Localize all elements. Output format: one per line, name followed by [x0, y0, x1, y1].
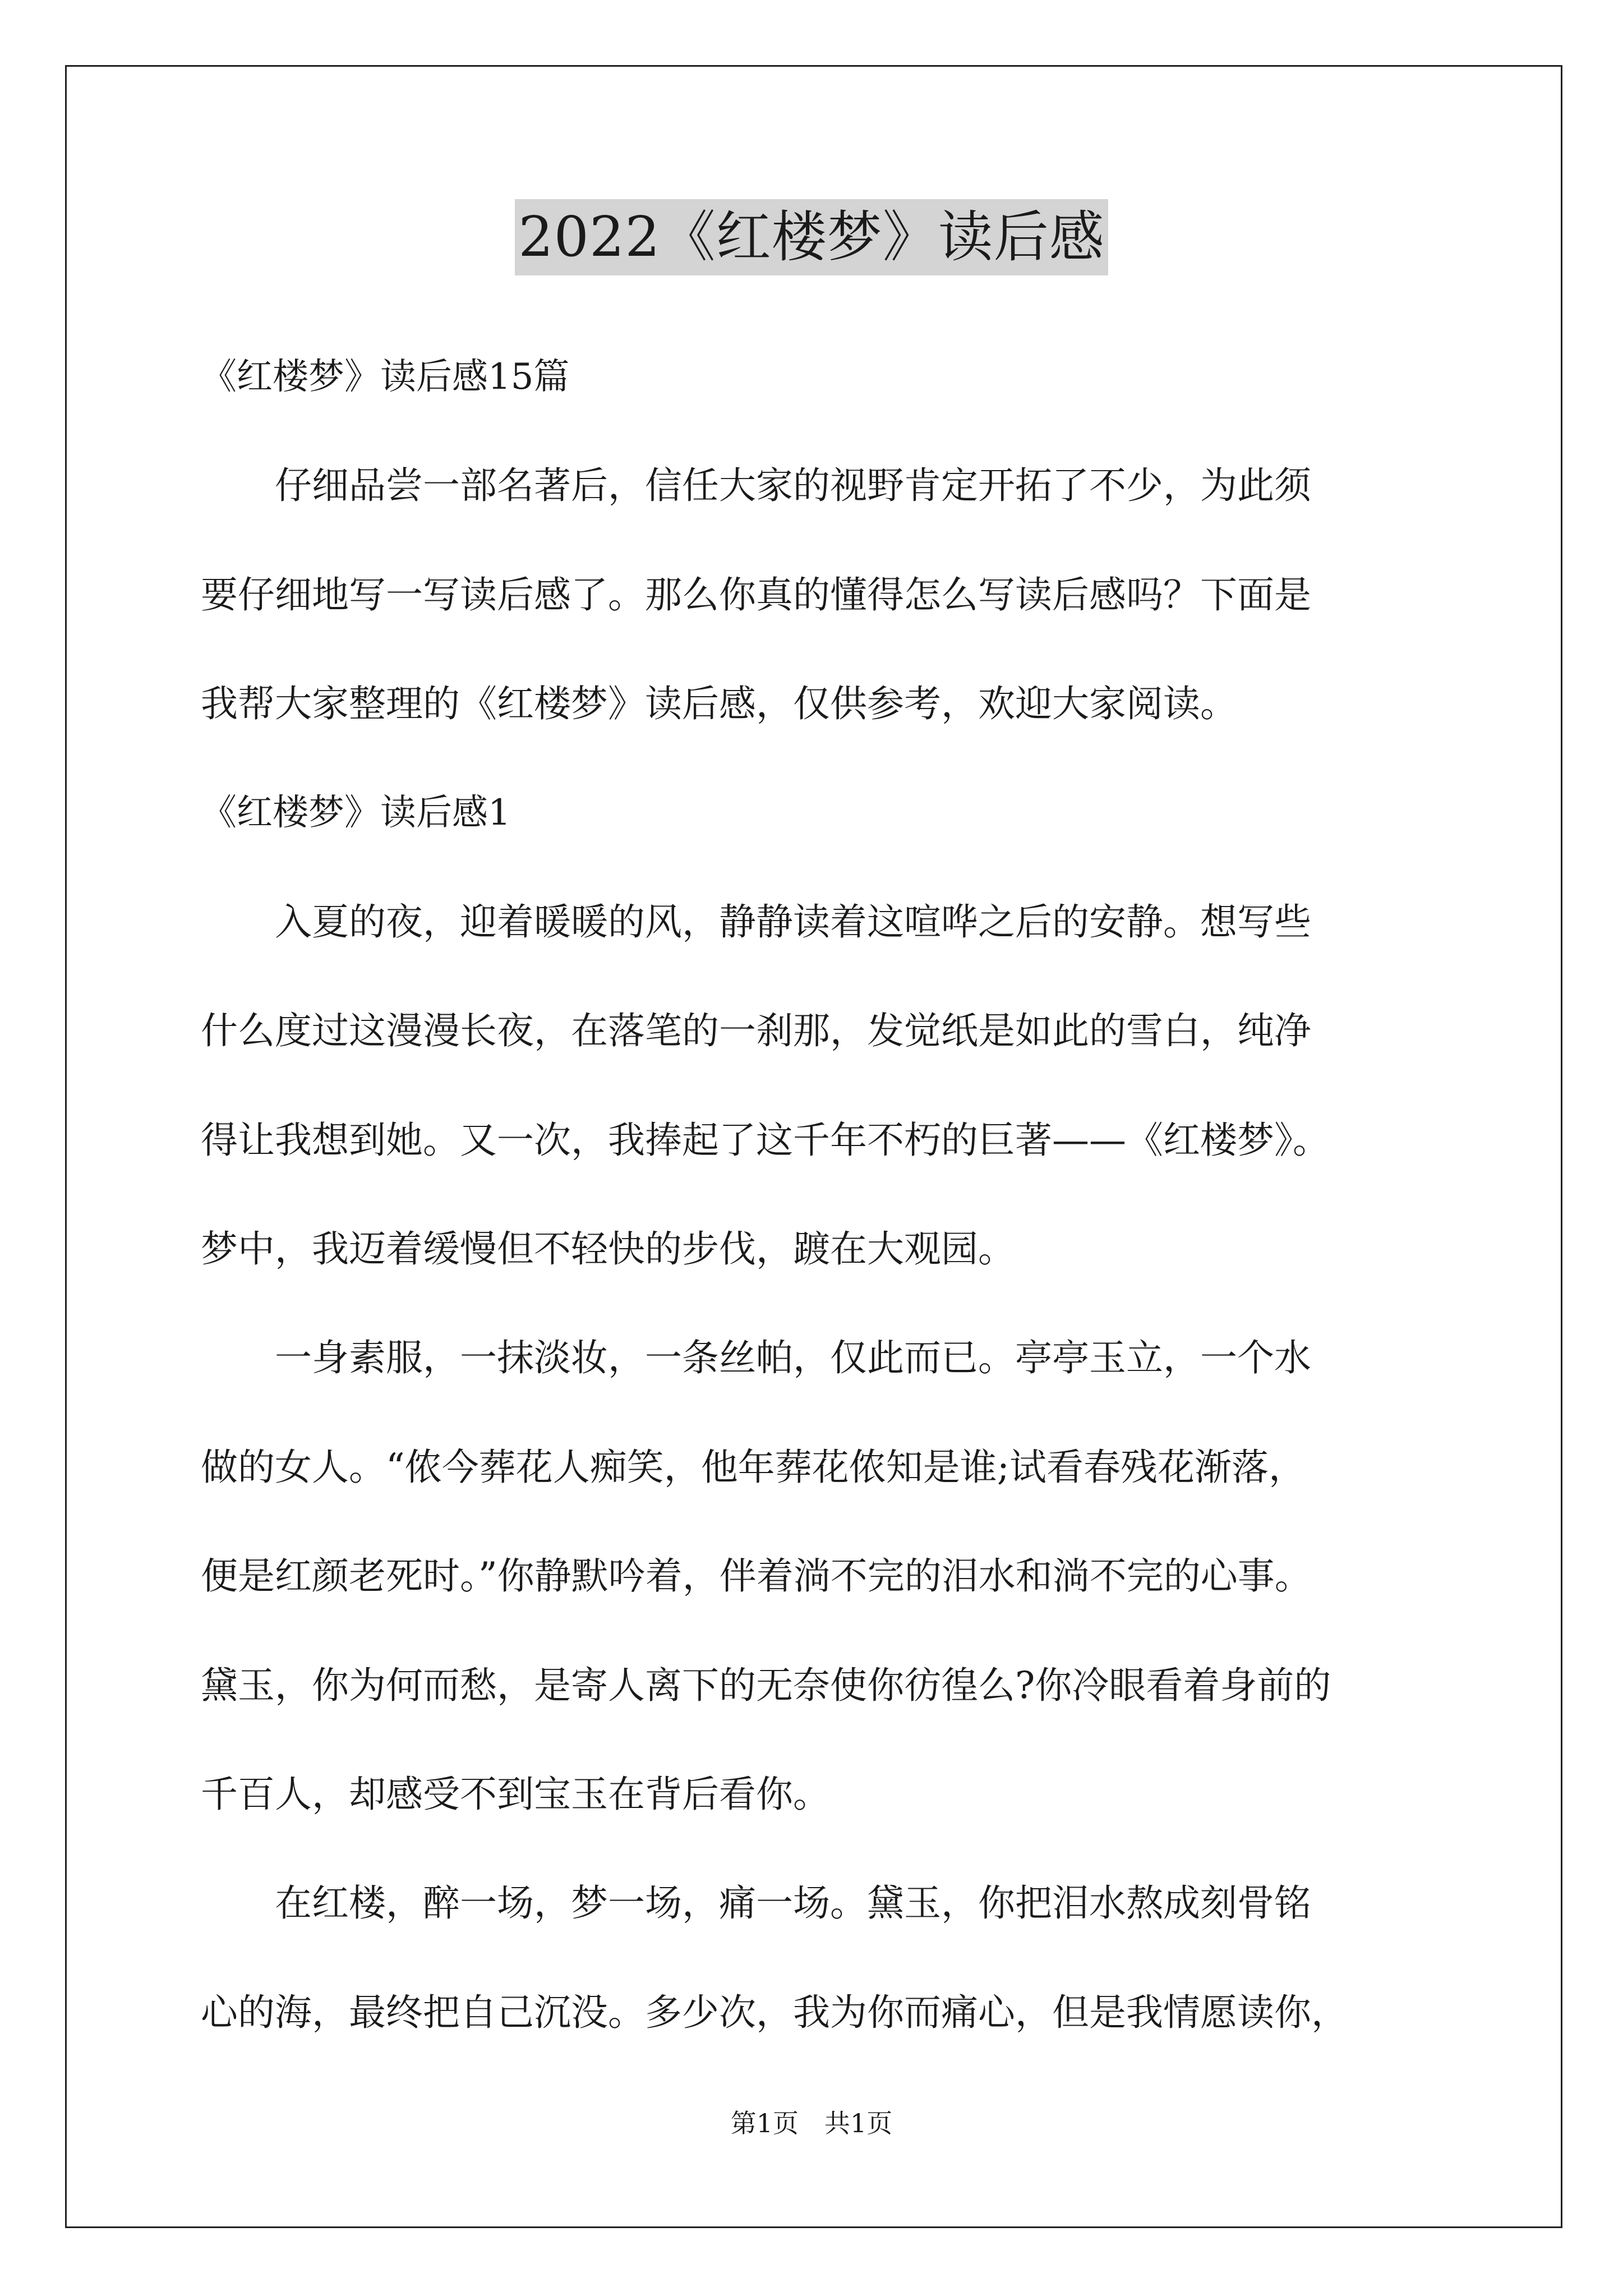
- paragraph-line: 做的女人。“侬今葬花人痴笑，他年葬花侬知是谁;试看春残花渐落，: [201, 1446, 1306, 1489]
- paragraph-line: 千百人，却感受不到宝玉在背后看你。: [201, 1773, 830, 1816]
- paragraph-line: 在红楼，醉一场，梦一场，痛一场。黛玉，你把泪水熬成刻骨铭: [201, 1881, 1311, 1925]
- intro-line: 我帮大家整理的《红楼梦》读后感，仅供参考，欢迎大家阅读。: [201, 682, 1237, 725]
- paragraph-line: 一身素服，一抹淡妆，一条丝帕，仅此而已。亭亭玉立，一个水: [201, 1336, 1311, 1379]
- paragraph-line: 心的海，最终把自己沉没。多少次，我为你而痛心，但是我情愿读你，: [201, 1991, 1348, 2034]
- page-footer: 第1页 共1页: [730, 2108, 893, 2138]
- intro-line: 要仔细地写一写读后感了。那么你真的懂得怎么写读后感吗？下面是: [201, 573, 1311, 616]
- paragraph-line: 便是红颜老死时。”你静默吟着，伴着淌不完的泪水和淌不完的心事。: [201, 1554, 1312, 1598]
- document-subtitle: 《红楼梦》读后感15篇: [201, 356, 570, 398]
- paragraph-line: 黛玉，你为何而愁，是寄人离下的无奈使你彷徨么?你冷眼看着身前的: [201, 1664, 1331, 1707]
- paragraph-line: 梦中，我迈着缓慢但不轻快的步伐，踱在大观园。: [201, 1227, 1015, 1271]
- title-container: [0, 199, 1623, 275]
- document-title: 2022《红楼梦》读后感: [515, 199, 1108, 275]
- paragraph-line: 什么度过这漫漫长夜，在落笔的一刹那，发觉纸是如此的雪白，纯净: [201, 1009, 1311, 1052]
- intro-line: 仔细品尝一部名著后，信任大家的视野肯定开拓了不少，为此须: [201, 464, 1311, 507]
- paragraph-line: 得让我想到她。又一次，我捧起了这千年不朽的巨著——《红楼梦》。: [201, 1119, 1330, 1162]
- section-heading: 《红楼梦》读后感1: [201, 792, 511, 834]
- paragraph-line: 入夏的夜，迎着暖暖的风，静静读着这喧哗之后的安静。想写些: [201, 900, 1311, 944]
